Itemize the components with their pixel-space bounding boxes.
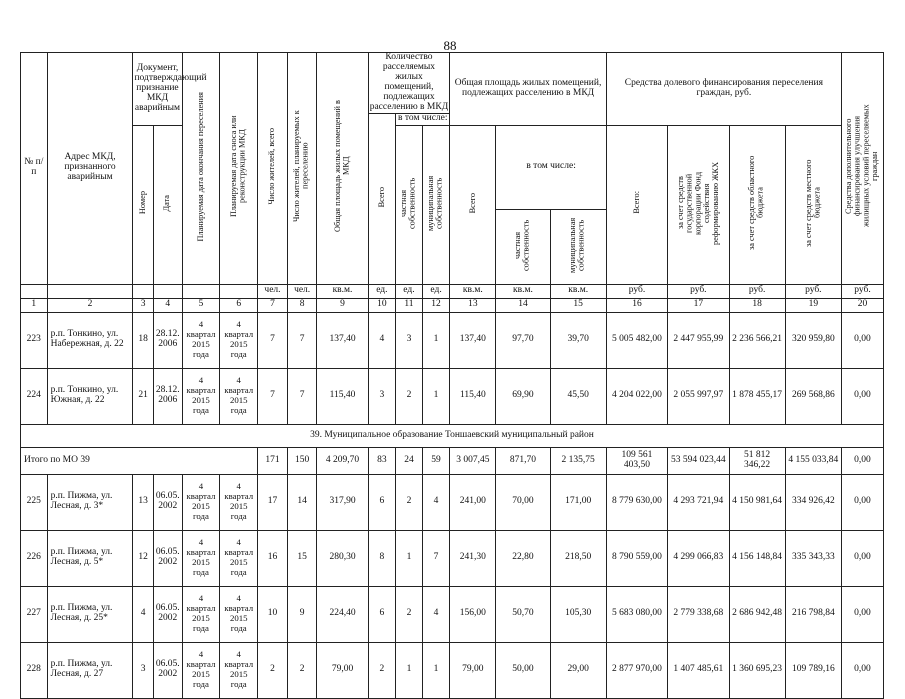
row-rooms-private: 2: [396, 474, 423, 530]
column-number: 15: [550, 298, 606, 312]
row-address: р.п. Пижма, ул. Лесная, д. 3*: [47, 474, 133, 530]
row-residents-total: 7: [258, 368, 288, 424]
header-doc-number: Номер: [137, 191, 147, 215]
column-number: 16: [606, 298, 667, 312]
row-area-private: 97,70: [496, 312, 550, 368]
row-planned-end: 4 квартал 2015 года: [186, 319, 216, 359]
row-funds-fund: 4 299 066,83: [668, 530, 729, 586]
total-rooms-municipal: 59: [422, 447, 450, 474]
unit-cell: кв.м.: [317, 284, 368, 298]
row-funds-extra: 0,00: [841, 312, 883, 368]
row-rooms-private: 3: [396, 312, 423, 368]
row-num: 224: [21, 368, 48, 424]
units-row: [21, 284, 884, 298]
row-residents-total: 17: [258, 474, 288, 530]
row-num: 226: [21, 530, 48, 586]
row-funds-extra: 0,00: [841, 368, 883, 424]
row-residents-planned: 2: [287, 642, 317, 698]
row-planned-end: 4 квартал 2015 года: [186, 537, 216, 577]
column-number: 6: [220, 298, 258, 312]
row-num: 223: [21, 312, 48, 368]
unit-cell: кв.м.: [550, 284, 606, 298]
row-funds-fund: 2 055 997,97: [668, 368, 729, 424]
column-number: 13: [450, 298, 496, 312]
column-number: 4: [153, 298, 182, 312]
header-doc-date: Дата: [162, 194, 172, 212]
row-area-private: 50,00: [496, 642, 550, 698]
total-rooms: 83: [368, 447, 396, 474]
table-row: [21, 312, 884, 368]
unit-cell: руб.: [729, 284, 785, 298]
header-funds-fund: за счет средств государственной корпорации Фонд содействия реформированию ЖКХ: [675, 161, 720, 245]
header-funds-total: Всего:: [631, 191, 641, 215]
row-address: р.п. Тонкино, ул. Набережная, д. 22: [47, 312, 133, 368]
row-num: 225: [21, 474, 48, 530]
column-number: 1: [21, 298, 48, 312]
row-doc-date: 06.05. 2002: [153, 530, 182, 586]
total-residents-planned: 150: [287, 447, 317, 474]
header-municipal: муниципальная собственность: [426, 175, 445, 231]
column-number: 14: [496, 298, 550, 312]
row-funds-extra: 0,00: [841, 474, 883, 530]
header-funds-regional: за счет средств областного бюджета: [747, 155, 766, 250]
row-planned-demolition: 4 квартал 2015 года: [224, 375, 254, 415]
header-total-area: Общая площадь жилых помещений в МКД: [332, 100, 351, 233]
row-rooms: 6: [368, 586, 396, 642]
row-planned-demolition: 4 квартал 2015 года: [224, 649, 254, 689]
row-rooms: 3: [368, 368, 396, 424]
row-funds-local: 320 959,80: [785, 312, 841, 368]
total-funds-local: 4 155 033,84: [785, 447, 841, 474]
column-number: 3: [133, 298, 153, 312]
row-area-total: 79,00: [450, 642, 496, 698]
row-rooms-municipal: 1: [422, 368, 450, 424]
table-row: [21, 586, 884, 642]
header-area-private: частная собственность: [513, 219, 531, 271]
row-rooms-municipal: 4: [422, 474, 450, 530]
row-funds-extra: 0,00: [841, 586, 883, 642]
table-row: [21, 530, 884, 586]
column-number: 10: [368, 298, 396, 312]
row-total-area: 280,30: [317, 530, 368, 586]
row-planned-end: 4 квартал 2015 года: [186, 375, 216, 415]
row-residents-planned: 7: [287, 312, 317, 368]
row-doc-number: 12: [133, 530, 153, 586]
section-title: 39. Муниципальное образование Тоншаевский муниципальный район: [21, 424, 884, 447]
header-in-that-number-a: в том числе:: [396, 113, 450, 125]
row-rooms-municipal: 7: [422, 530, 450, 586]
total-label: Итого по МО 39: [21, 447, 258, 474]
row-funds-regional: 1 878 455,17: [729, 368, 785, 424]
row-funds-regional: 4 156 148,84: [729, 530, 785, 586]
row-funds-extra: 0,00: [841, 642, 883, 698]
row-rooms-private: 2: [396, 586, 423, 642]
column-number: 5: [182, 298, 220, 312]
row-doc-number: 18: [133, 312, 153, 368]
total-area-total: 3 007,45: [450, 447, 496, 474]
unit-cell: ед.: [368, 284, 396, 298]
row-residents-total: 16: [258, 530, 288, 586]
unit-cell: чел.: [258, 284, 288, 298]
total-rooms-private: 24: [396, 447, 423, 474]
row-doc-date: 06.05. 2002: [153, 642, 182, 698]
total-funds-fund: 53 594 023,44: [668, 447, 729, 474]
row-funds-total: 2 877 970,00: [606, 642, 667, 698]
header-area-group: Общая площадь жилых помещений, подлежащих расселению в МКД: [450, 53, 606, 126]
row-residents-planned: 9: [287, 586, 317, 642]
column-number: 11: [396, 298, 423, 312]
row-num: 228: [21, 642, 48, 698]
row-residents-planned: 7: [287, 368, 317, 424]
row-residents-total: 10: [258, 586, 288, 642]
header-rooms-count: Количество расселяемых жилых помещений, подлежащих расселению в МКД: [369, 52, 449, 112]
row-planned-end: 4 квартал 2015 года: [186, 649, 216, 689]
row-total-area: 137,40: [317, 312, 368, 368]
row-area-municipal: 218,50: [550, 530, 606, 586]
total-row: [21, 447, 884, 474]
row-address: р.п. Пижма, ул. Лесная, д. 5*: [47, 530, 133, 586]
row-area-total: 241,30: [450, 530, 496, 586]
row-doc-number: 21: [133, 368, 153, 424]
total-area: 4 209,70: [317, 447, 368, 474]
header-document: Документ, подтверждающий признание МКД аварийным: [133, 53, 182, 126]
row-planned-demolition: 4 квартал 2015 года: [224, 319, 254, 359]
total-funds-regional: 51 812 346,22: [729, 447, 785, 474]
row-funds-fund: 2 779 338,68: [668, 586, 729, 642]
unit-cell: чел.: [287, 284, 317, 298]
row-rooms: 2: [368, 642, 396, 698]
column-number: 19: [785, 298, 841, 312]
table-row: [21, 474, 884, 530]
row-area-private: 50,70: [496, 586, 550, 642]
row-doc-date: 28.12. 2006: [153, 368, 182, 424]
header-funds-local: за счет средств местного бюджета: [803, 159, 822, 247]
total-area-municipal: 2 135,75: [550, 447, 606, 474]
row-funds-local: 216 798,84: [785, 586, 841, 642]
page-number: 88: [443, 38, 457, 53]
column-numbers-row: [21, 298, 884, 312]
row-residents-planned: 14: [287, 474, 317, 530]
total-residents-total: 171: [258, 447, 288, 474]
row-funds-local: 335 343,33: [785, 530, 841, 586]
row-area-municipal: 45,50: [550, 368, 606, 424]
row-area-private: 69,90: [496, 368, 550, 424]
header-planned-demolition: Планируемая дата сноса или реконструкции МКД: [229, 115, 247, 218]
row-rooms-municipal: 4: [422, 586, 450, 642]
row-area-municipal: 171,00: [550, 474, 606, 530]
header-funds-group: Средства долевого финансирования переселения граждан, руб.: [606, 53, 841, 126]
header-area-total: Всего: [467, 192, 477, 213]
row-rooms-municipal: 1: [422, 312, 450, 368]
row-area-private: 70,00: [496, 474, 550, 530]
row-rooms: 6: [368, 474, 396, 530]
row-area-private: 22,80: [496, 530, 550, 586]
header-funds-extra: Средства дополнительного финансирования улучшения жилищных условий переселяемых граждан: [844, 105, 880, 228]
row-doc-number: 13: [133, 474, 153, 530]
table-row: [21, 642, 884, 698]
row-funds-fund: 1 407 485,61: [668, 642, 729, 698]
header-area-municipal: муниципальная собственность: [568, 217, 587, 273]
unit-cell: руб.: [668, 284, 729, 298]
row-funds-regional: 2 236 566,21: [729, 312, 785, 368]
row-area-total: 241,00: [450, 474, 496, 530]
row-funds-total: 8 779 630,00: [606, 474, 667, 530]
column-number: 18: [729, 298, 785, 312]
row-residents-total: 7: [258, 312, 288, 368]
total-area-private: 871,70: [496, 447, 550, 474]
row-planned-demolition: 4 квартал 2015 года: [224, 537, 254, 577]
row-residents-total: 2: [258, 642, 288, 698]
header-address: Адрес МКД, признанного аварийным: [47, 53, 133, 285]
row-rooms-municipal: 1: [422, 642, 450, 698]
row-doc-number: 3: [133, 642, 153, 698]
column-number: 12: [422, 298, 450, 312]
header-private: частная собственность: [399, 177, 417, 229]
row-total-area: 224,40: [317, 586, 368, 642]
row-doc-number: 4: [133, 586, 153, 642]
resettlement-table: [20, 52, 884, 699]
row-doc-date: 28.12. 2006: [153, 312, 182, 368]
row-area-total: 156,00: [450, 586, 496, 642]
header-residents-total: Число жителей, всего: [267, 128, 277, 205]
row-planned-end: 4 квартал 2015 года: [186, 481, 216, 521]
row-total-area: 317,90: [317, 474, 368, 530]
row-residents-planned: 15: [287, 530, 317, 586]
row-funds-total: 5 683 080,00: [606, 586, 667, 642]
row-planned-demolition: 4 квартал 2015 года: [224, 481, 254, 521]
row-rooms-private: 1: [396, 530, 423, 586]
column-number: 2: [47, 298, 133, 312]
row-doc-date: 06.05. 2002: [153, 474, 182, 530]
row-area-municipal: 39,70: [550, 312, 606, 368]
row-area-municipal: 29,00: [550, 642, 606, 698]
row-planned-end: 4 квартал 2015 года: [186, 593, 216, 633]
table-row: [21, 368, 884, 424]
row-funds-local: 334 926,42: [785, 474, 841, 530]
total-funds-extra: 0,00: [841, 447, 883, 474]
row-address: р.п. Пижма, ул. Лесная, д. 25*: [47, 586, 133, 642]
header-residents-planned: Число жителей, планируемых к переселению: [292, 110, 311, 223]
row-funds-extra: 0,00: [841, 530, 883, 586]
header-rooms-total: Всего: [376, 186, 386, 207]
row-rooms: 4: [368, 312, 396, 368]
row-doc-date: 06.05. 2002: [153, 586, 182, 642]
row-funds-regional: 2 686 942,48: [729, 586, 785, 642]
row-funds-regional: 1 360 695,23: [729, 642, 785, 698]
row-total-area: 79,00: [317, 642, 368, 698]
row-num: 227: [21, 586, 48, 642]
row-funds-total: 4 204 022,00: [606, 368, 667, 424]
row-address: р.п. Пижма, ул. Лесная, д. 27: [47, 642, 133, 698]
column-number: 17: [668, 298, 729, 312]
column-number: 8: [287, 298, 317, 312]
unit-cell: кв.м.: [496, 284, 550, 298]
unit-cell: ед.: [422, 284, 450, 298]
row-funds-total: 8 790 559,00: [606, 530, 667, 586]
column-number: 20: [841, 298, 883, 312]
column-number: 9: [317, 298, 368, 312]
unit-cell: кв.м.: [450, 284, 496, 298]
row-funds-local: 109 789,16: [785, 642, 841, 698]
unit-cell: ед.: [396, 284, 423, 298]
row-area-total: 137,40: [450, 312, 496, 368]
header-num: № п/п: [21, 53, 48, 285]
row-funds-total: 5 005 482,00: [606, 312, 667, 368]
row-rooms-private: 2: [396, 368, 423, 424]
row-funds-regional: 4 150 981,64: [729, 474, 785, 530]
row-planned-demolition: 4 квартал 2015 года: [224, 593, 254, 633]
row-funds-fund: 2 447 955,99: [668, 312, 729, 368]
row-rooms: 8: [368, 530, 396, 586]
unit-cell: руб.: [606, 284, 667, 298]
row-funds-local: 269 568,86: [785, 368, 841, 424]
row-total-area: 115,40: [317, 368, 368, 424]
header-in-that-number-b: в том числе:: [496, 125, 606, 209]
row-rooms-private: 1: [396, 642, 423, 698]
row-funds-fund: 4 293 721,94: [668, 474, 729, 530]
row-area-total: 115,40: [450, 368, 496, 424]
header-planned-end: Планируемая дата окончания переселения: [195, 91, 205, 242]
unit-cell: руб.: [785, 284, 841, 298]
unit-cell: руб.: [841, 284, 883, 298]
column-number: 7: [258, 298, 288, 312]
row-address: р.п. Тонкино, ул. Южная, д. 22: [47, 368, 133, 424]
row-area-municipal: 105,30: [550, 586, 606, 642]
total-funds-total: 109 561 403,50: [606, 447, 667, 474]
